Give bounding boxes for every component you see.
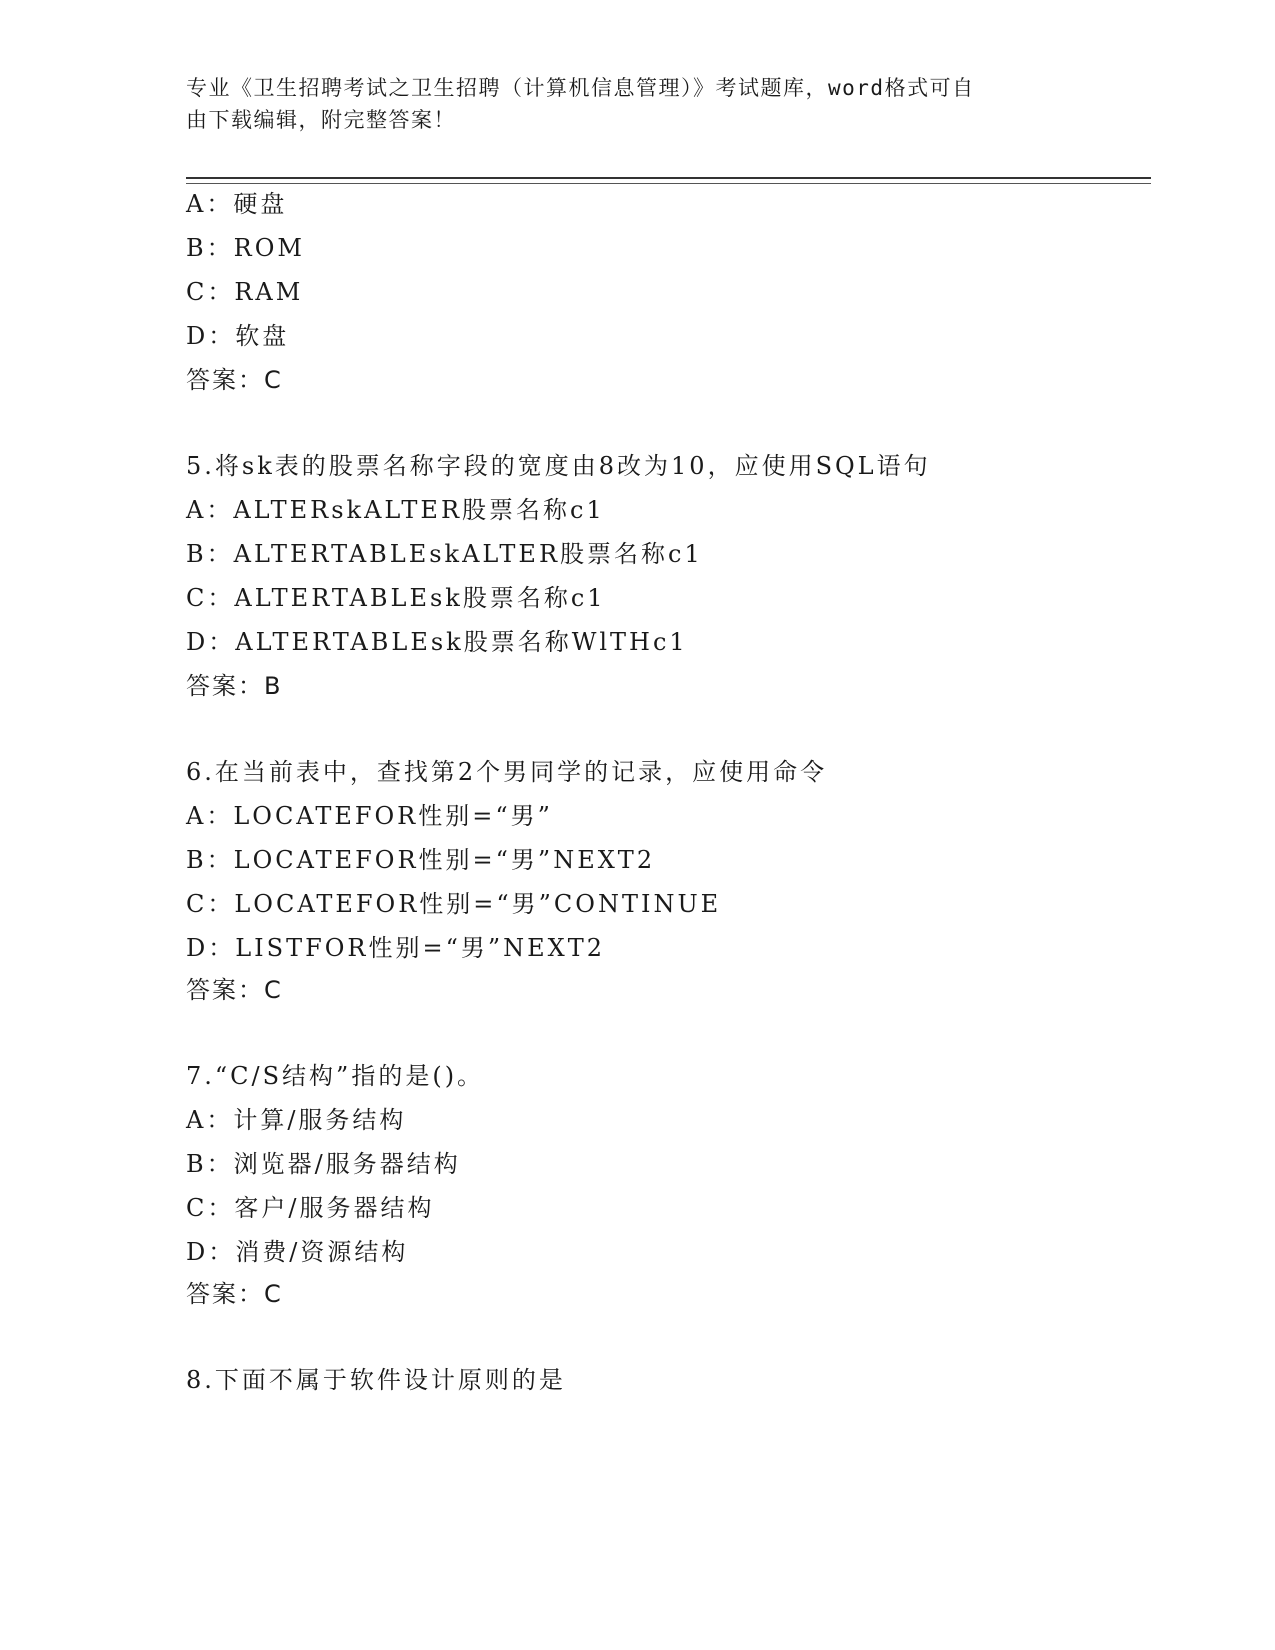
q6-option-a: A：LOCATEFOR性别=“男” (186, 802, 553, 830)
q7-option-c: C：客户/服务器结构 (186, 1194, 435, 1222)
q6-option-c: C：LOCATEFOR性别=“男”CONTINUE (186, 890, 722, 918)
document-header (186, 72, 1066, 136)
header-line-2: 由下载编辑，附完整答案！ (186, 108, 456, 132)
q4-option-d: D：软盘 (186, 322, 290, 350)
q4-option-b: B：ROM (186, 234, 305, 262)
q5-answer: 答案：B (186, 672, 283, 700)
q4-option-a: A：硬盘 (186, 190, 288, 218)
q5-stem: 5.将sk表的股票名称字段的宽度由8改为10，应使用SQL语句 (186, 452, 931, 480)
q7-answer: 答案：C (186, 1280, 283, 1308)
q6-option-d: D：LISTFOR性别=“男”NEXT2 (186, 934, 606, 962)
header-line-1: 专业《卫生招聘考试之卫生招聘（计算机信息管理）》考试题库，word格式可自 (186, 76, 975, 100)
q7-option-a: A：计算/服务结构 (186, 1106, 407, 1134)
header-divider-thin (186, 183, 1151, 184)
q8-stem: 8.下面不属于软件设计原则的是 (186, 1366, 566, 1394)
q5-option-a: A：ALTERskALTER股票名称c1 (186, 496, 605, 524)
q7-option-d: D：消费/资源结构 (186, 1238, 409, 1266)
q7-stem: 7.“C/S结构”指的是()。 (186, 1062, 485, 1090)
q4-option-c: C：RAM (186, 278, 304, 306)
q6-stem: 6.在当前表中，查找第2个男同学的记录，应使用命令 (186, 758, 828, 786)
header-divider-thick (186, 177, 1151, 179)
q7-option-b: B：浏览器/服务器结构 (186, 1150, 461, 1178)
q4-answer: 答案：C (186, 366, 283, 394)
q6-option-b: B：LOCATEFOR性别=“男”NEXT2 (186, 846, 656, 874)
q5-option-d: D：ALTERTABLEsk股票名称WlTHc1 (186, 628, 688, 656)
q5-option-b: B：ALTERTABLEskALTER股票名称c1 (186, 540, 703, 568)
q5-option-c: C：ALTERTABLEsk股票名称c1 (186, 584, 606, 612)
q6-answer: 答案：C (186, 976, 283, 1004)
